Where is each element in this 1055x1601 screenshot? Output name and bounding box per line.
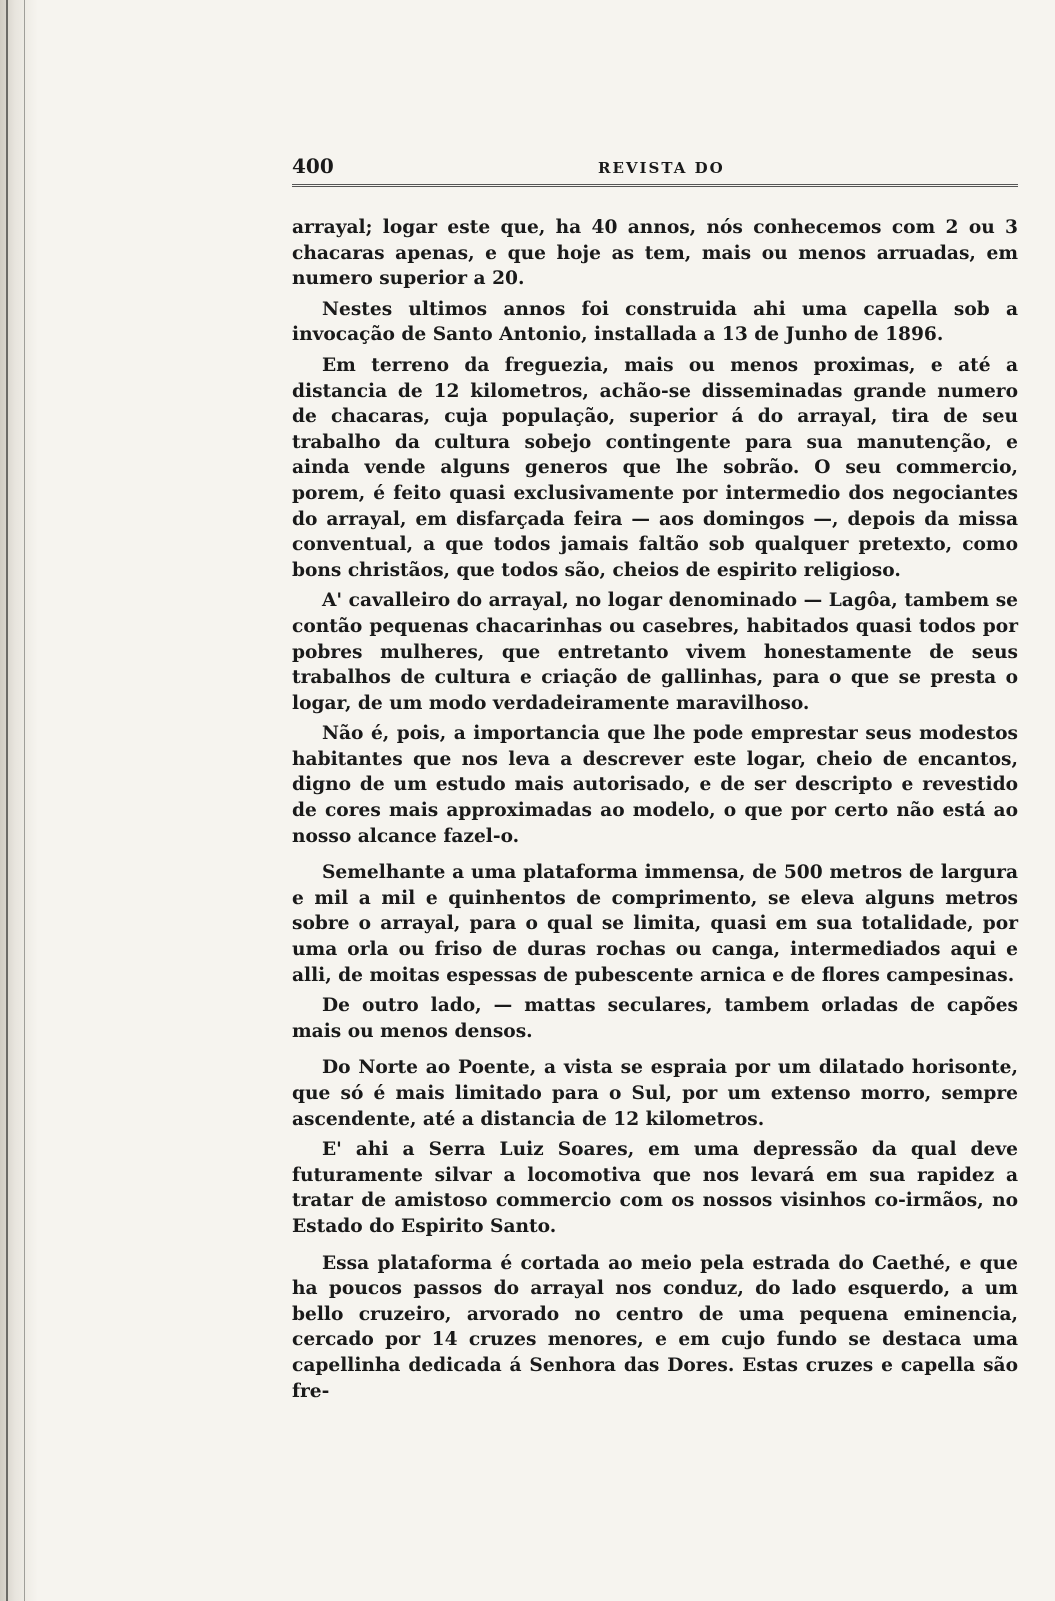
paragraph: arrayal; logar este que, ha 40 annos, nós conhecemos com 2 ou 3 chacaras apenas, e que hoje as tem, mais ou menos arruadas, em numero superior a 20. bbox=[292, 217, 1018, 290]
paragraph: Semelhante a uma plataforma immensa, de 500 metros de largura e mil a mil e quinhentos de comprimento, se eleva alguns metros sobre o arrayal, para o qual se limita, quasi em sua totalidade, por uma orla ou friso de duras rochas ou canga, intermediados aqui e alli, de moitas espessas de pubescente arnica e de flores campesinas. bbox=[292, 862, 1018, 986]
paragraph: Nestes ultimos annos foi construida ahi uma capella sob a invocação de Santo Antonio, installada a 13 de Junho de 1896. bbox=[292, 298, 1018, 346]
paragraph: Não é, pois, a importancia que lhe pode emprestar seus modestos habitantes que nos leva a descrever este logar, cheio de encantos, digno de um estudo mais autorisado, e de ser descripto e revestido de cores mais approximadas ao modelo, o que por certo não está ao nosso alcance fazel-o. bbox=[292, 723, 1018, 847]
paragraph: Do Norte ao Poente, a vista se espraia por um dilatado horisonte, que só é mais limitado para o Sul, por um extenso morro, sempre ascendente, até a distancia de 12 kilometros. bbox=[292, 1057, 1018, 1130]
running-head bbox=[292, 150, 1018, 187]
binding-line bbox=[6, 0, 8, 1601]
running-title: REVISTA DO bbox=[598, 159, 725, 177]
binding-line bbox=[24, 0, 25, 1601]
page-number: 400 bbox=[292, 154, 334, 178]
paragraph: A' cavalleiro do arrayal, no logar denominado — Lagôa, tambem se contão pequenas chacarinhas ou casebres, habitados quasi todos por pobres mulheres, que entretanto vivem honestamente de seus trabalhos de cultura e criação de gallinhas, para o que se presta o logar, de um modo verdadeiramente maravilhoso. bbox=[292, 590, 1018, 714]
paragraph: E' ahi a Serra Luiz Soares, em uma depressão da qual deve futuramente silvar a locomotiva que nos levará em sua rapidez a tratar de amistoso commercio com os nossos visinhos co-irmãos, no Estado do Espirito Santo. bbox=[292, 1139, 1018, 1237]
paragraph: Em terreno da freguezia, mais ou menos proximas, e até a distancia de 12 kilometros, achão-se disseminadas grande numero de chacaras, cuja população, superior á do arrayal, tira de seu trabalho da cultura sobejo contingente para sua manutenção, e ainda vende alguns generos que lhe sobrão. O seu commercio, porem, é feito quasi exclusivamente por intermedio dos negociantes do arrayal, em disfarçada feira — aos domingos —, depois da missa conventual, a que todos jamais faltão sob qualquer pretexto, como bons christãos, que todos são, cheios de espirito religioso. bbox=[292, 354, 1018, 581]
paragraph: De outro lado, — mattas seculares, tambem orladas de capões mais ou menos densos. bbox=[292, 995, 1018, 1042]
page bbox=[292, 150, 1018, 1409]
body-text bbox=[292, 215, 1018, 1404]
paragraph: Essa plataforma é cortada ao meio pela estrada do Caethé, e que ha poucos passos do arrayal nos conduz, do lado esquerdo, a um bello cruzeiro, arvorado no centro de uma pequena eminencia, cercado por 14 cruzes menores, e em cujo fundo se destaca uma capellinha dedicada á Senhora das Dores. Estas cruzes e capella são fre- bbox=[292, 1252, 1018, 1402]
